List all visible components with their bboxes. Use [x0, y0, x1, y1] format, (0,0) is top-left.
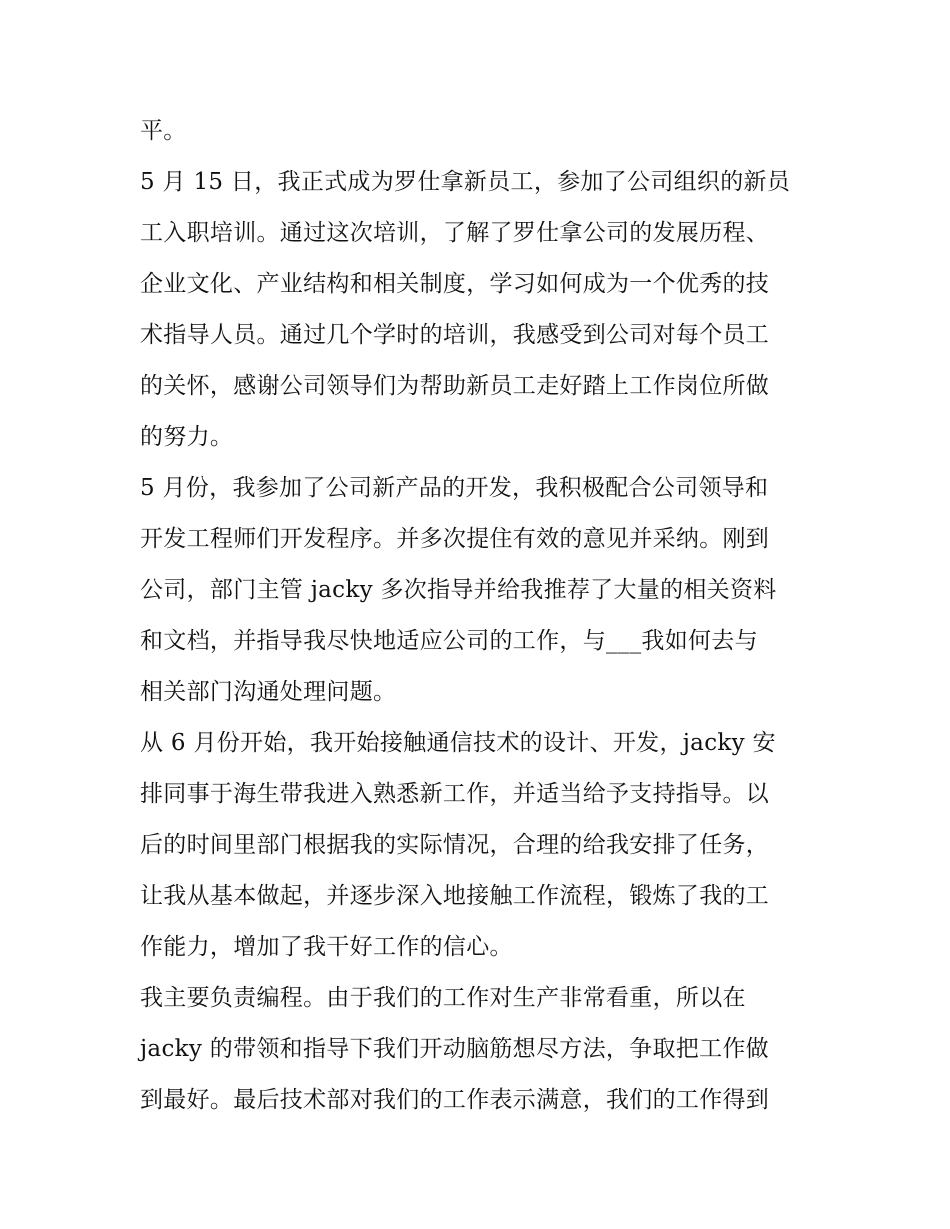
text-line: 5 月份，我参加了公司新产品的开发，我积极配合公司领导和 [140, 475, 769, 501]
text-line: 相关部门沟通处理问题。 [140, 679, 397, 705]
text-line: 排同事于海生带我进入熟悉新工作，并适当给予支持指导。以 [140, 781, 770, 807]
text-line: 企业文化、产业结构和相关制度，学习如何成为一个优秀的技 [140, 271, 770, 297]
text-line: 术指导人员。通过几个学时的培训，我感受到公司对每个员工 [140, 322, 770, 348]
text-line: jacky 的带领和指导下我们开动脑筋想尽方法，争取把工作做 [140, 1036, 769, 1062]
text-line: 平。 [140, 118, 187, 144]
text-line: 我主要负责编程。由于我们的工作对生产非常看重，所以在 [140, 985, 746, 1011]
text-line: 到最好。最后技术部对我们的工作表示满意，我们的工作得到 [140, 1087, 770, 1113]
text-line: 作能力，增加了我干好工作的信心。 [140, 934, 513, 960]
text-line: 让我从基本做起，并逐步深入地接触工作流程，锻炼了我的工 [140, 883, 770, 909]
text-line: 工入职培训。通过这次培训，了解了罗仕拿公司的发展历程、 [140, 220, 770, 246]
text-line: 的努力。 [140, 424, 234, 450]
text-line: 5 月 15 日，我正式成为罗仕拿新员工，参加了公司组织的新员 [140, 169, 791, 195]
text-line: 的关怀，感谢公司领导们为帮助新员工走好踏上工作岗位所做 [140, 373, 770, 399]
text-line: 开发工程师们开发程序。并多次提住有效的意见并采纳。刚到 [140, 526, 770, 552]
text-line: 后的时间里部门根据我的实际情况，合理的给我安排了任务， [140, 832, 770, 858]
text-line: 从 6 月份开始，我开始接触通信技术的设计、开发，jacky 安 [140, 730, 776, 756]
document-body [140, 106, 812, 1126]
text-line: 公司，部门主管 jacky 多次指导并给我推荐了大量的相关资料 [140, 577, 777, 603]
text-line: 和文档，并指导我尽快地适应公司的工作，与___我如何去与 [140, 628, 758, 654]
